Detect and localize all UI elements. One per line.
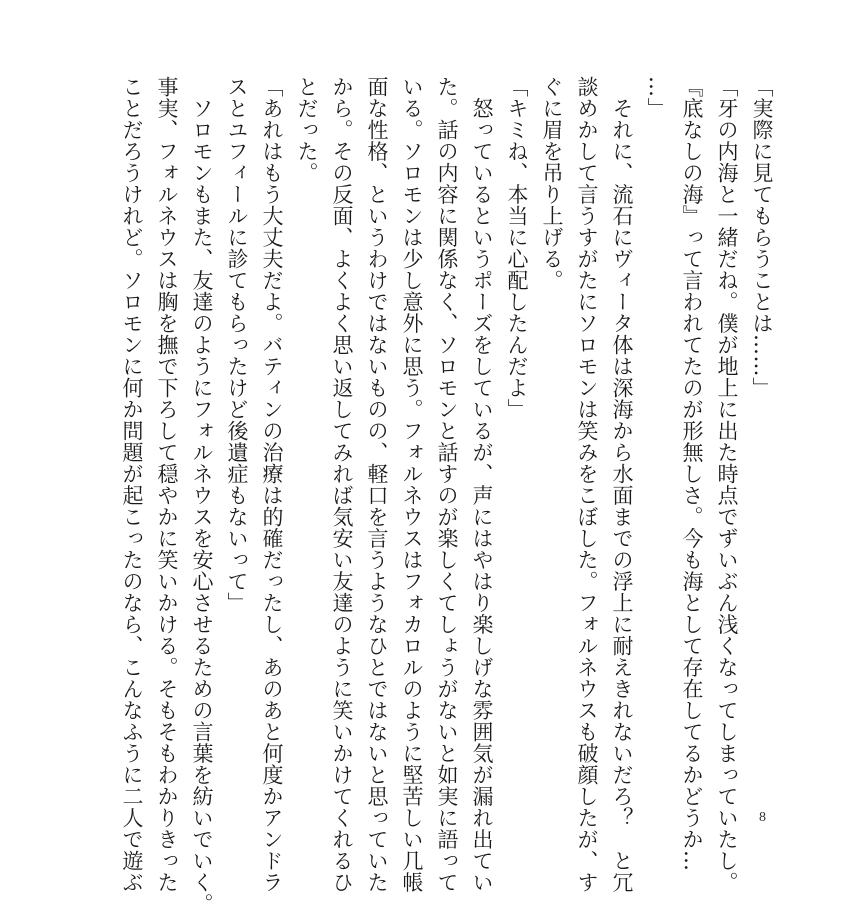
- text-line: スとユフィールに診てもらったけど後遺症もないって」: [225, 76, 249, 614]
- text-line: た。話の内容に関係なく、ソロモンと話すのが楽しくてしょうがないと如実に語って: [435, 76, 459, 893]
- text-line: 事実、フォルネウスは胸を撫で下ろして穏やかに笑いかける。そもそもわかりきった: [155, 76, 179, 893]
- text-line: とだった。: [295, 76, 319, 184]
- text-line: ことだろうけれど。ソロモンに何か問題が起こったのなら、こんなふうに二人で遊ぶ: [120, 76, 144, 893]
- text-line: ぐに眉を吊り上げる。: [540, 76, 564, 291]
- text-line: から。その反面、よくよく思い返してみれば気安い友達のように笑いかけてくれるひ: [330, 76, 354, 893]
- vertical-text-body: [114, 76, 779, 915]
- text-line: 談めかして言うすがたにソロモンは笑みをこぼした。フォルネウスも破顔したが、す: [575, 76, 599, 893]
- text-line: …」: [645, 76, 669, 119]
- text-line: 「あれはもう大丈夫だよ。バティンの治療は的確だったし、あのあと何度かアンドラ: [260, 76, 284, 893]
- text-line: 「牙の内海と一緒だね。僕が地上に出た時点でずいぶん浅くなってしまっていたし。: [715, 76, 739, 893]
- text-line: いる。ソロモンは少し意外に思う。フォルネウスはフォカロルのように堅苦しい几帳: [400, 76, 424, 893]
- text-line: ソロモンもまた、友達のようにフォルネウスを安心させるための言葉を紡いでいく。: [190, 76, 214, 915]
- text-line: 怒っているというポーズをしているが、声にはやはり楽しげな雰囲気が漏れ出てい: [470, 76, 494, 893]
- page-number: 8: [759, 810, 766, 825]
- text-line: それに、流石にヴィータ体は深海から水面までの浮上に耐えきれないだろ？ と冗: [610, 76, 634, 893]
- text-line: 面な性格、というわけではないものの、軽口を言うようなひとではないと思っていた: [365, 76, 389, 893]
- text-line: 「キミね、本当に心配したんだよ」: [505, 76, 529, 420]
- text-line: 『底なしの海』って言われてたのが形無しさ。今も海として存在してるかどうか…: [680, 76, 704, 872]
- text-line: 「実際に見てもらうことは……」: [750, 76, 774, 399]
